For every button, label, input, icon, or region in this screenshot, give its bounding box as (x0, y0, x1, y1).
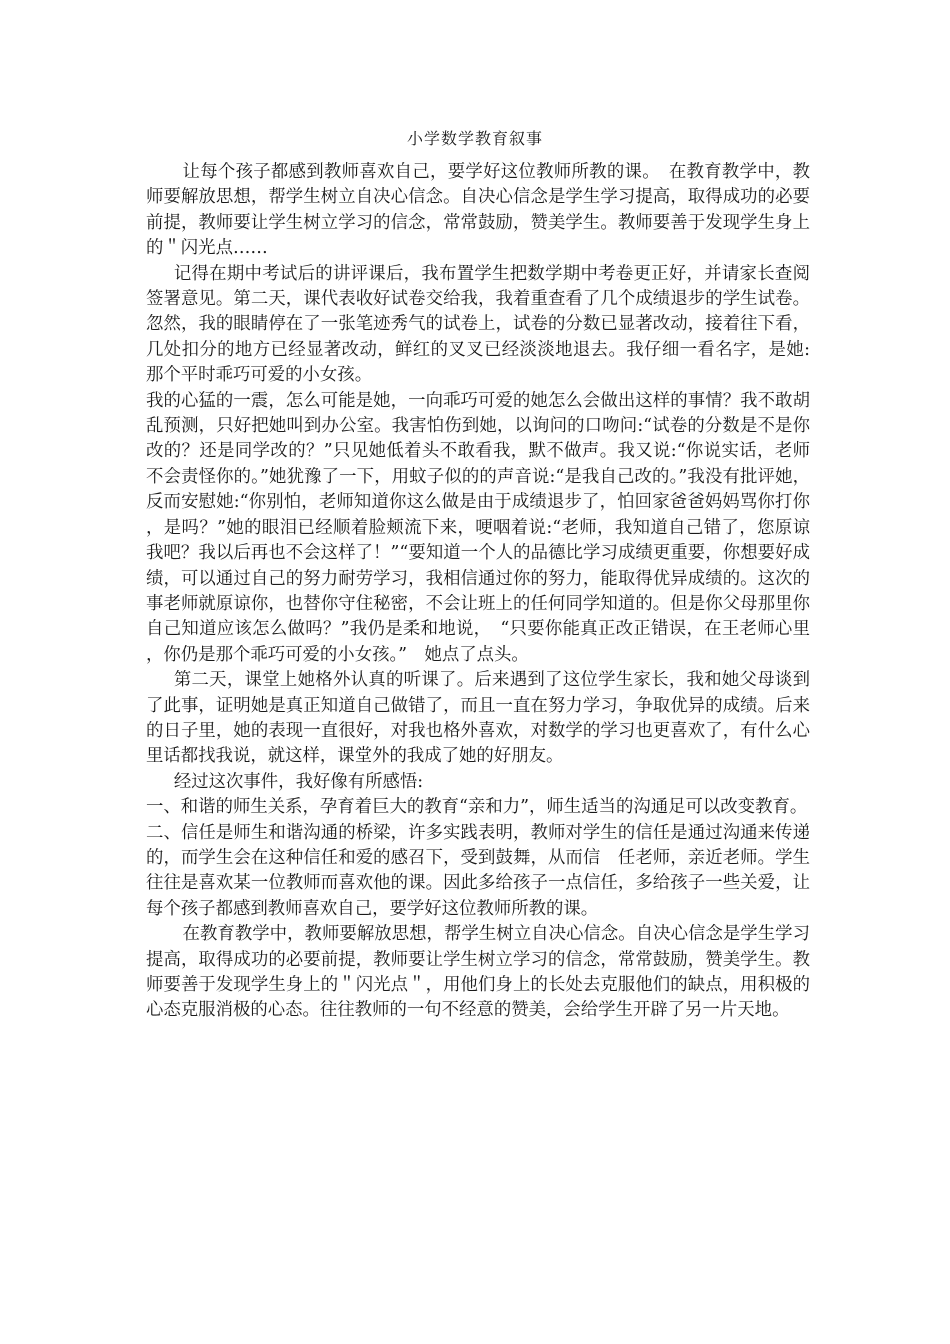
paragraph-4: 第二天，课堂上她格外认真的听课了。后来遇到了这位学生家长，我和她父母谈到了此事，证明她是真正知道自己做错了，而且一直在努力学习，争取优异的成绩。后来的日子里，她的表现一直很好，对我也格外喜欢，对数学的学习也更喜欢了，有什么心里话都找我说，就这样，课堂外的我成了她的好朋友。 (146, 670, 810, 767)
paragraph-3: 我的心猛的一震，怎么可能是她，一向乖巧可爱的她怎么会做出这样的事情？我不敢胡乱预测，只好把她叫到办公室。我害怕伤到她，以询问的口吻问:“试卷的分数是不是你改的？还是同学改的？”只见她低着头不敢看我，默不做声。我又说:“你说实话，老师不会责怪你的。”她犹豫了一下，用蚊子似的的声音说:“是我自己改的。”我没有批评她，反而安慰她:“你别怕，老师知道你这么做是由于成绩退步了，怕回家爸爸妈妈骂你打你，是吗？”她的眼泪已经顺着脸颊流下来，哽咽着说:“老师，我知道自己错了，您原谅我吧？我以后再也不会这样了！”“要知道一个人的品德比学习成绩更重要，你想要好成绩，可以通过自己的努力耐劳学习，我相信通过你的努力，能取得优异成绩的。这次的事老师就原谅你，也替你守住秘密，不会让班上的任何同学知道的。但是你父母那里你自己知道应该怎么做吗？”我仍是柔和地说， “只要你能真正改正错误，在王老师心里，你仍是那个乖巧可爱的小女孩。” 她点了点头。 (146, 390, 810, 665)
paragraph-7: 二、信任是师生和谐沟通的桥梁，许多实践表明，教师对学生的信任是通过沟通来传递的，而学生会在这种信任和爱的感召下，受到鼓舞，从而信 任老师，亲近老师。学生往往是喜欢某一位教师而喜欢他的课。因此多给孩子一点信任，多给孩子一些关爱，让每个孩子都感到教师喜欢自己，要学好这位教师所教的课。 (146, 822, 810, 919)
paragraph-8: 在教育教学中，教师要解放思想，帮学生树立自决心信念。自决心信念是学生学习提高，取得成功的必要前提，教师要让学生树立学习的信念，常常鼓励，赞美学生。教师要善于发现学生身上的＂闪光点＂，用他们身上的长处去克服他们的缺点，用积极的心态克服消极的心态。往往教师的一句不经意的赞美，会给学生开辟了另一片天地。 (146, 924, 810, 1021)
document-body (146, 160, 810, 1024)
paragraph-1: 让每个孩子都感到教师喜欢自己，要学好这位教师所教的课。 在教育教学中，教师要解放思想，帮学生树立自决心信念。自决心信念是学生学习提高，取得成功的必要前提，教师要让学生树立学习的信念，常常鼓励，赞美学生。教师要善于发现学生身上的＂闪光点…… (146, 162, 810, 259)
paragraph-5: 经过这次事件，我好像有所感悟: (173, 771, 424, 792)
paragraph-6: 一、和谐的师生关系，孕育着巨大的教育“亲和力”，师生适当的沟通足可以改变教育。 (146, 797, 808, 818)
paragraph-2: 记得在期中考试后的讲评课后，我布置学生把数学期中考卷更正好，并请家长查阅签署意见。第二天，课代表收好试卷交给我，我着重查看了几个成绩退步的学生试卷。忽然，我的眼睛停在了一张笔迹秀气的试卷上，试卷的分数已显著改动，接着往下看，几处扣分的地方已经显著改动，鲜红的叉叉已经淡淡地退去。我仔细一看名字，是她:那个平时乖巧可爱的小女孩。 (146, 263, 810, 386)
document-title: 小学数学教育叙事 (406, 129, 543, 148)
